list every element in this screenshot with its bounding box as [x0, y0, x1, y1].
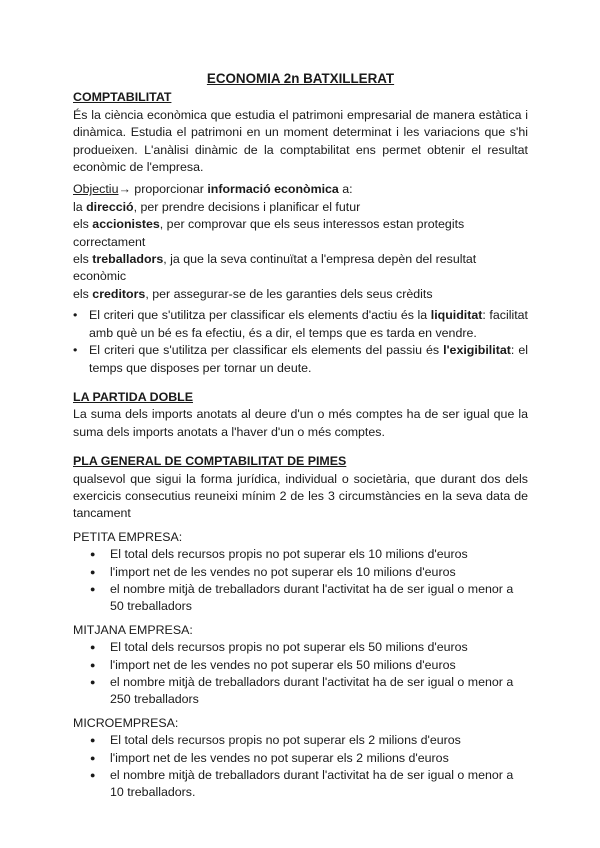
item-bold: accionistes [92, 217, 160, 232]
item-text: , per comprovar que els seus interessos estan protegits correctament [73, 217, 465, 249]
objectiu-item-direccio [73, 199, 528, 216]
list-item: ● l'import net de les vendes no pot superar els 50 milions d'euros [73, 657, 528, 674]
page-title: ECONOMIA 2n BATXILLERAT [206, 71, 395, 86]
list-item: ● el nombre mitjà de treballadors durant l'activitat ha de ser igual o menor a 50 treballadors [73, 581, 528, 616]
item-text: : el temps que disposes per tornar un deute. [89, 343, 528, 375]
list-item: ● El total dels recursos propis no pot superar els 50 milions d'euros [73, 639, 528, 656]
item-bold: liquiditat [430, 308, 483, 323]
petita-list [73, 546, 528, 616]
section-heading-pla: PLA GENERAL DE COMPTABILITAT DE PIMES [73, 454, 347, 469]
objectiu-bold: informació econòmica [207, 182, 339, 197]
list-item: ● el nombre mitjà de treballadors durant l'activitat ha de ser igual o menor a 250 treballadors [73, 674, 528, 709]
item-text: , per prendre decisions i planificar el futur [133, 199, 361, 214]
objectiu-item-treballadors [73, 251, 528, 286]
item-prefix: els [73, 217, 93, 232]
item-bold: direcció [86, 199, 134, 214]
list-item [73, 307, 528, 342]
objectiu-text: proporcionar [130, 182, 208, 197]
arrow-icon: → [118, 182, 131, 197]
objectiu-item-creditors [73, 286, 528, 303]
item-prefix: els [73, 286, 93, 301]
document-page [73, 70, 528, 802]
objectiu-line [73, 181, 528, 198]
mitjana-list [73, 639, 528, 709]
item-text: El criteri que s'utilitza per classificar els elements del passiu és [89, 343, 444, 358]
list-item [73, 342, 528, 377]
item-text: El criteri que s'utilitza per classificar els elements d'actiu és la [89, 308, 431, 323]
micro-label: MICROEMPRESA: [73, 715, 179, 730]
item-bold: l'exigibilitat [443, 343, 511, 358]
petita-label: PETITA EMPRESA: [73, 529, 183, 544]
item-bold: creditors [92, 286, 146, 301]
list-item: ● l'import net de les vendes no pot superar els 2 milions d'euros [73, 750, 528, 767]
item-prefix: la [73, 199, 87, 214]
micro-list [73, 732, 528, 802]
objectiu-text-end: a: [338, 182, 353, 197]
comptabilitat-intro: És la ciència econòmica que estudia el patrimoni empresarial de manera estàtica i dinàmica. Estudia el patrimoni en un moment determinat i les variacions que s'hi produeixen. L'anàlisi dinàmic de la comptabilitat ens permet obtenir el resultat econòmic de l'empresa. [73, 107, 528, 175]
list-item: ● el nombre mitjà de treballadors durant l'activitat ha de ser igual o menor a 10 treballadors. [73, 767, 528, 802]
list-item: ● El total dels recursos propis no pot superar els 10 milions d'euros [73, 546, 528, 563]
section-heading-partida: LA PARTIDA DOBLE [73, 389, 193, 404]
pla-text: qualsevol que sigui la forma jurídica, individual o societària, que durant dos dels exercicis consecutius reuneixi mínim 2 de les 3 circumstàncies en la seva data de tancament [73, 471, 528, 521]
section-heading-comptabilitat: COMPTABILITAT [73, 90, 172, 105]
list-item: ● l'import net de les vendes no pot superar els 10 milions d'euros [73, 564, 528, 581]
item-text: , ja que la seva continuïtat a l'empresa depèn del resultat econòmic [73, 252, 477, 284]
partida-text: La suma dels imports anotats al deure d'un o més comptes ha de ser igual que la suma dels imports anotats a l'haver d'un o més comptes. [73, 407, 528, 439]
objectiu-item-accionistes [73, 216, 528, 251]
mitjana-label: MITJANA EMPRESA: [73, 622, 193, 637]
item-bold: treballadors [92, 252, 164, 267]
item-text: , per assegurar-se de les garanties dels seus crèdits [145, 286, 433, 301]
list-item: ● El total dels recursos propis no pot superar els 2 milions d'euros [73, 732, 528, 749]
item-text: : facilitat amb què un bé es fa efectiu, és a dir, el temps que es tarda en vendre. [89, 308, 528, 340]
criteria-list [73, 307, 528, 377]
item-prefix: els [73, 252, 93, 267]
objectiu-label: Objectiu [73, 182, 119, 197]
